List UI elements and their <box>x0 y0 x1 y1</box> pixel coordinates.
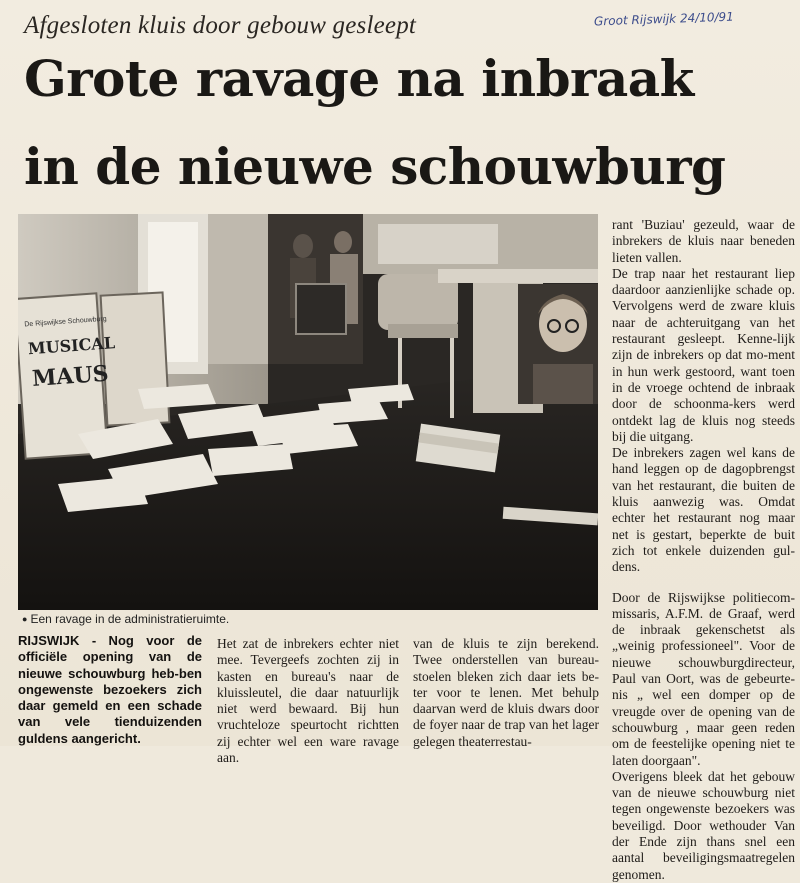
article-column-3 <box>413 636 599 750</box>
caption-bullet-icon: ● <box>22 614 28 624</box>
column-2-text: Het zat de inbrekers echter niet mee. Tevergeefs zochten zij in kasten en bureau's naar de kluissleutel, die daar natuurlijk niet werd bewaard. Bij hun vruchteloze speurtocht richtten zij echter wel een ware ravage aan. <box>217 636 399 766</box>
poster-title-1: MUSICAL <box>27 333 116 359</box>
column-4-paragraph-4: Door de Rijswijkse politiecom-missaris, A.F.M. de Graaf, werd de inbraak gekenschetst als „weinig professioneel". Voor de nieuwe schouwburgdirecteur, Paul van Oort, was de gebeurte-nis „ wel een domper op de vreugde over de opening van de schouwburg , maar geen reden om de feestelijke opening niet te laten doorgaan". <box>612 589 795 768</box>
column-3-text: van de kluis te zijn berekend. Twee onderstellen van bureau-stoelen bleken zich daar iets be-ter voor te lenen. Met behulp daarvan werd de kluis dwars door de foyer naar de trap van het lager gelegen theaterrestau- <box>413 636 599 749</box>
kicker-line: Afgesloten kluis door gebouw gesleept <box>24 12 417 39</box>
headline-line-2: in de nieuwe schouwburg <box>24 137 726 196</box>
article-column-4 <box>612 217 795 883</box>
lead-text: - Nog voor de officiële opening van de nieuwe schouwburg heb-ben ongewenste bezoekers zich daar gemeld en een schade van vele tienduizenden guldens aangericht. <box>18 633 202 746</box>
column-4-paragraph-3: De inbrekers zagen wel kans de hand leggen op de dagopbrengst van het restaurant, die buiten de kluis aanwezig was. Omdat echter het restaurant nog maar net is gestart, beperkte de buit zich tot enkele duizenden gul-dens. <box>612 445 795 575</box>
dateline: RIJSWIJK <box>18 633 80 648</box>
column-4-paragraph-1: rant 'Buziau' gezeuld, waar de inbrekers de kluis naar beneden lieten vallen. <box>612 217 795 265</box>
photo-caption <box>22 612 229 626</box>
article-lead <box>18 633 202 747</box>
news-photo <box>18 214 598 610</box>
article-column-2 <box>217 636 399 766</box>
handwritten-note: Groot Rijswijk 24/10/91 <box>593 9 735 29</box>
photo-illustration <box>18 214 598 610</box>
column-4-paragraph-5: Overigens bleek dat het gebouw van de nieuwe schouwburg niet tegen ongewenste bezoekers was beveiligd. Door wethouder Van der Ende zijn thans snel een aantal beveiligingsmaatregelen genomen. <box>612 768 795 882</box>
poster-caption: De Rijswijkse Schouwburg <box>24 315 107 329</box>
column-4-paragraph-2: De trap naar het restaurant liep daardoor aanzienlijke schade op. Vervolgens werd de zware kluis naar de achteruitgang van het restaurant gesleept. Kenne-lijk zijn de inbrekers op dat mo-ment in hun werk gestoord, want toen in de vroege ochtend de inbraak door de schoonma-kers werd ontdekt lag de kluis nog steeds bij die uitgang. <box>612 265 795 444</box>
caption-text: Een ravage in de administratieruimte. <box>30 612 230 626</box>
headline-line-1: Grote ravage na inbraak <box>24 49 694 108</box>
poster-title-2: MAUS <box>31 360 110 392</box>
